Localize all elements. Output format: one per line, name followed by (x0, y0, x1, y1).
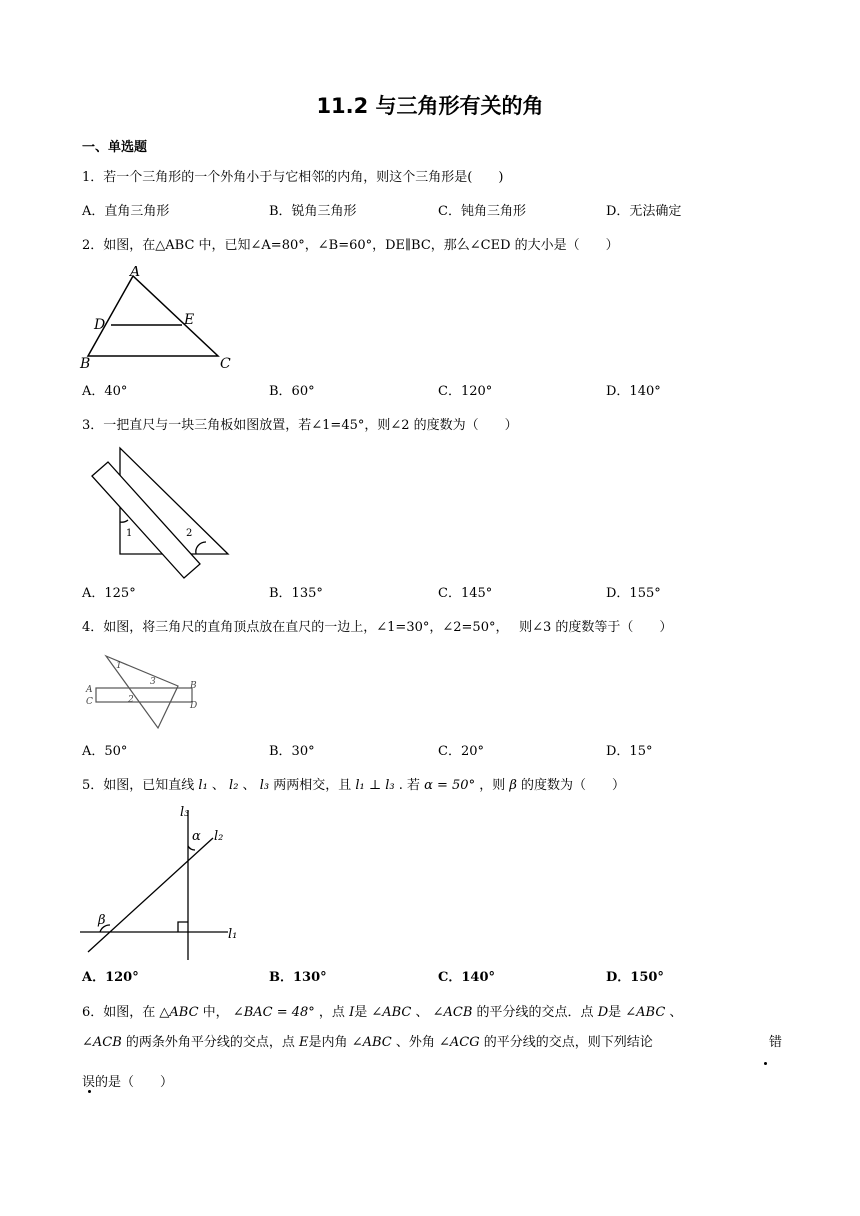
option-c: C．140° (438, 970, 495, 985)
page-title: 11.2 与三角形有关的角 (316, 94, 544, 118)
question-5-options (82, 968, 782, 988)
question-2-figure (78, 266, 238, 374)
label-c: C (220, 356, 231, 372)
line-l2 (88, 838, 213, 952)
question-4-text: 4．如图，将三角尺的直角顶点放在直尺的一边上，∠1=30°，∠2=50°， 则∠3 的度数等于（ ） (82, 620, 673, 635)
question-6-line-1: 6．如图，在 △ABC 中， ∠BAC = 48° ，点 I是 ∠ABC 、 ∠ACB 的平分线的交点．点 D是 ∠ABC 、 (82, 1005, 683, 1020)
option-d: D．140° (606, 384, 661, 399)
option-b: B．锐角三角形 (269, 204, 357, 219)
option-d: D．无法确定 (606, 204, 682, 219)
question-2-options (82, 382, 782, 402)
label-angle-3: 3 (150, 677, 156, 687)
question-4-options (82, 742, 782, 762)
option-b: B．30° (269, 744, 315, 759)
label-b: B (80, 356, 91, 372)
question-6-line-2: ∠ACB 的两条外角平分线的交点，点 E是内角 ∠ABC 、外角 ∠ACG 的平分线的交点，则下列结论 错 (82, 1028, 782, 1058)
symbol-beta: β (509, 778, 517, 793)
question-2-text: 2．如图，在△ABC 中，已知∠A=80°，∠B=60°，DE∥BC，那么∠CED 的大小是（ ） (82, 238, 619, 253)
emphasis-dot (88, 1090, 91, 1093)
label-alpha: α (192, 829, 201, 844)
option-c: C．钝角三角形 (438, 204, 526, 219)
ruler (96, 688, 192, 702)
angle-2-arc (196, 542, 206, 554)
right-angle-mark (178, 922, 188, 932)
option-d: D．150° (606, 970, 664, 985)
question-3-text: 3．一把直尺与一块三角板如图放置，若∠1=45°，则∠2 的度数为（ ） (82, 418, 518, 433)
question-1-options (82, 202, 782, 222)
option-a: A．直角三角形 (82, 204, 170, 219)
label-angle-2: 2 (186, 528, 193, 539)
symbol-l2: l₂ (229, 778, 239, 793)
option-c: C．120° (438, 384, 493, 399)
label-l3: l₃ (180, 805, 190, 820)
question-6-line-3: 误的是（ ） (82, 1075, 174, 1090)
label-a: A (130, 266, 141, 280)
question-3-figure (88, 444, 236, 580)
label-a: A (86, 685, 93, 695)
triangle-abc (88, 276, 218, 356)
option-c: C．20° (438, 744, 484, 759)
alpha-condition: α = 50° (424, 778, 476, 793)
emphasis-char: 错 (768, 1035, 782, 1050)
ruler (92, 462, 200, 578)
option-d: D．15° (606, 744, 653, 759)
perp-condition: l₁ ⊥ l₃ (355, 778, 395, 793)
symbol-l3: l₃ (259, 778, 270, 793)
option-b: B．135° (269, 586, 323, 601)
label-b: B (190, 681, 197, 691)
label-d: D (94, 317, 106, 333)
question-4-figure (82, 650, 206, 732)
label-angle-1: 1 (116, 661, 122, 671)
option-b: B．130° (269, 970, 327, 985)
label-angle-1: 1 (126, 528, 133, 539)
question-3-options (82, 584, 782, 604)
option-d: D．155° (606, 586, 661, 601)
label-c: C (86, 697, 93, 707)
label-l2: l₂ (214, 829, 224, 844)
option-a: A．40° (82, 384, 128, 399)
emphasis-dot (764, 1062, 767, 1065)
option-a: A．50° (82, 744, 128, 759)
alpha-arc (188, 846, 195, 850)
section-heading: 一、单选题 (82, 140, 148, 155)
label-d: D (190, 701, 198, 711)
label-e: E (184, 312, 195, 328)
option-b: B．60° (269, 384, 315, 399)
label-beta: β (98, 913, 106, 928)
label-angle-2: 2 (128, 695, 134, 705)
option-c: C．145° (438, 586, 493, 601)
option-a: A．120° (82, 970, 139, 985)
question-6-text (82, 998, 782, 1058)
question-5-text: 5．如图，已知直线 l₁ 、 l₂ 、 l₃ 两两相交，且 l₁ ⊥ l₃ . 若 α = 50° ，则 β 的度数为（ ） (82, 778, 625, 793)
option-a: A．125° (82, 586, 136, 601)
angle-1-arc (120, 520, 128, 522)
question-5-figure (78, 800, 242, 964)
symbol-l1: l₁ (198, 778, 208, 793)
label-l1: l₁ (228, 927, 238, 942)
question-1-text: 1．若一个三角形的一个外角小于与它相邻的内角，则这个三角形是( ) (82, 170, 504, 185)
